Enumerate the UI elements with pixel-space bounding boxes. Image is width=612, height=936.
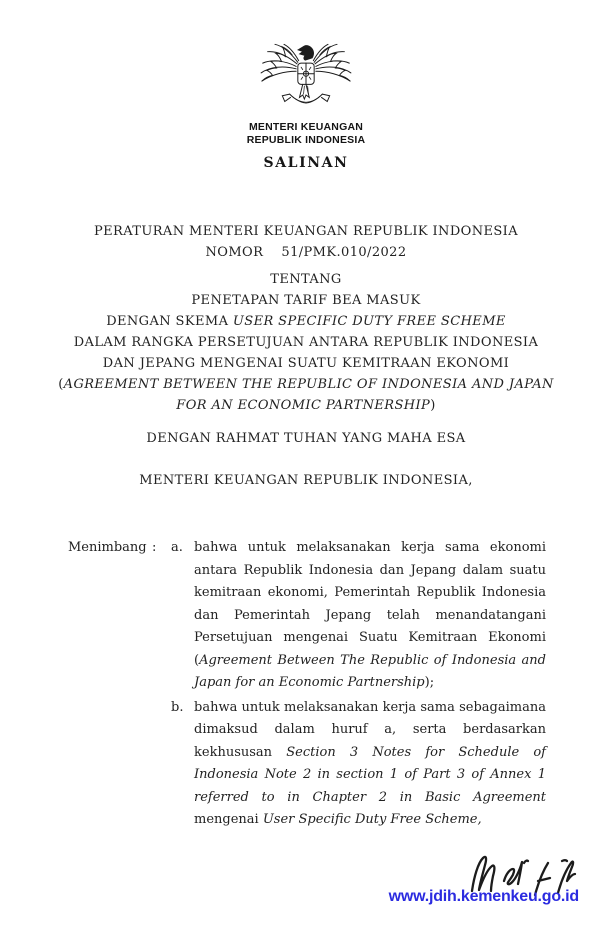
italic-text-run: AGREEMENT BETWEEN THE REPUBLIC OF INDONESIA AND JAPAN [63,377,554,392]
item-text [194,537,546,695]
text-run: bahwa untuk melaksanakan kerja sama ekonomi antara Republik Indonesia dan Jepang dalam suatu kemitraan ekonomi, Pemerintah Republik Indonesia dan Pemerintah Jepang telah menandatangani Persetujuan mengenai Suatu Kemitraan Ekonomi ( [194,540,546,668]
considering-section [68,537,546,834]
title-line [30,221,582,242]
issuer-line: MENTERI KEUANGAN REPUBLIK INDONESIA, [139,473,473,488]
text-run: TENTANG [270,272,342,287]
text-run: NOMOR 51/PMK.010/2022 [205,245,407,260]
title-line [30,269,582,290]
considering-item [171,697,546,832]
italic-text-run: USER SPECIFIC DUTY FREE SCHEME [232,314,506,329]
text-run: DAN JEPANG MENGENAI SUATU KEMITRAAN EKONOMI [102,356,510,371]
item-text [194,697,546,832]
considering-label: Menimbang [68,540,147,555]
considering-items [171,537,546,834]
regulation-title [30,221,582,416]
italic-text-run: Section 3 Notes for Schedule of Indonesia Note 2 in section 1 of Part 3 of Annex 1 referred to in Chapter 2 in Basic Agreement [194,744,546,805]
website-link[interactable]: www.jdih.kemenkeu.go.id [388,888,579,905]
item-marker: a. [171,540,183,555]
ministry-line1: MENTERI KEUANGAN [248,121,364,133]
item-marker: b. [171,699,184,715]
ministry-line2: REPUBLIK INDONESIA [246,134,366,146]
italic-text-run: User Specific Duty Free Scheme, [262,812,482,827]
title-line [30,290,582,311]
italic-text-run: FOR AN ECONOMIC PARTNERSHIP [176,398,431,413]
ministry-name-block [0,121,612,147]
text-run: PENETAPAN TARIF BEA MASUK [191,293,421,308]
title-line [30,332,582,353]
considering-item [171,537,546,695]
italic-text-run: Agreement Between The Republic of Indonesia and Japan for an Economic Partnership [194,652,546,690]
title-line [30,374,582,395]
invocation-line: DENGAN RAHMAT TUHAN YANG MAHA ESA [146,431,466,446]
considering-separator: : [152,540,157,555]
garuda-left-wing [261,44,299,81]
text-run: ( [58,377,64,392]
garuda-tail [299,84,309,99]
text-run: ); [424,675,435,690]
text-run: DALAM RANGKA PERSETUJUAN ANTARA REPUBLIK INDONESIA [73,335,539,350]
title-line [30,395,582,416]
text-run: bahwa untuk melaksanakan kerja sama sebagaimana dimaksud dalam huruf a, serta berdasarkan kekhususan [194,699,546,760]
text-run: mengenai [194,812,263,827]
pancasila-shield [298,63,314,84]
text-run: PERATURAN MENTERI KEUANGAN REPUBLIK INDONESIA [93,224,518,239]
garuda-head [297,45,314,61]
title-line [30,242,582,263]
text-run: DENGAN SKEMA [106,314,233,329]
copy-stamp: SALINAN [263,155,349,171]
title-line [30,311,582,332]
title-line [30,353,582,374]
garuda-pancasila-emblem [257,40,355,114]
text-run: ) [430,398,436,413]
garuda-right-wing [313,44,351,81]
